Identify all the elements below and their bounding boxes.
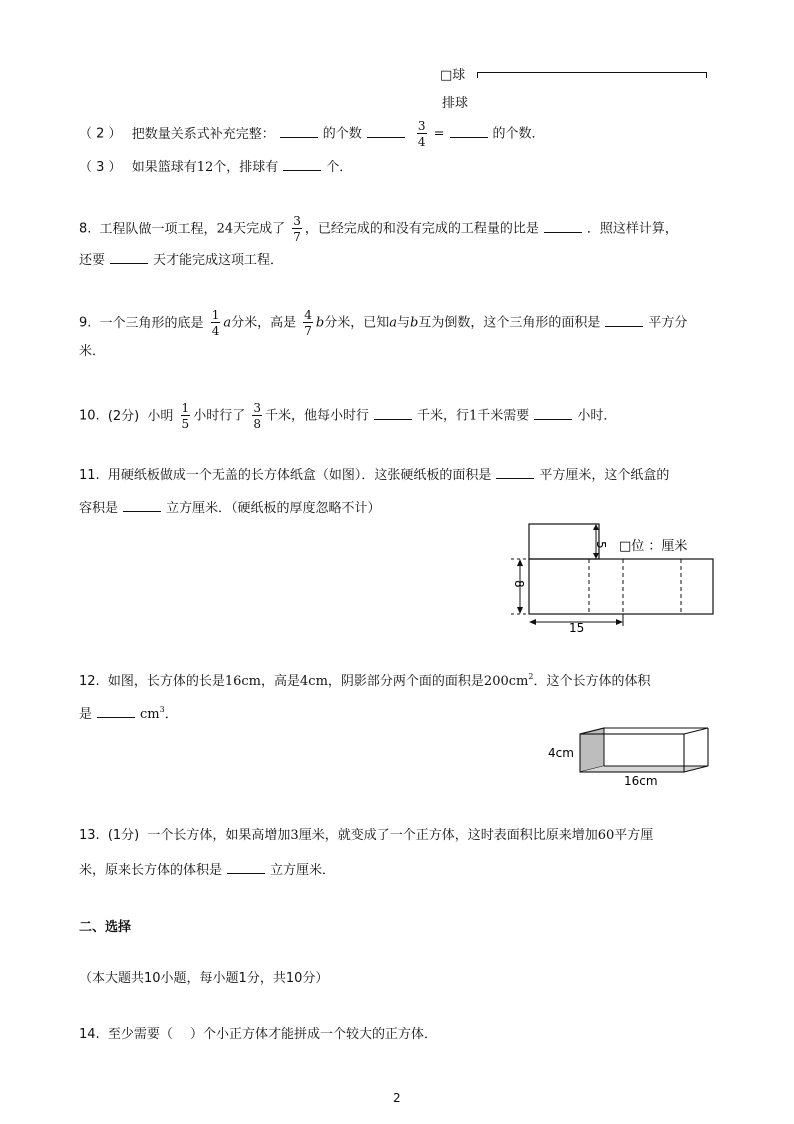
q7-p3-end: 个． [326, 160, 353, 175]
q14-text: 至少需要（ ）个小正方体才能拼成一个较大的正方体． [107, 1027, 437, 1042]
q11-line1: 11. 用硬纸板做成一个无盖的长方体纸盒（如图）．这张硬纸板的面积是 平方厘米，这个纸盒的 [79, 464, 669, 486]
dim-5-label: 5 [594, 541, 608, 549]
q7-p3-value: 12 [196, 160, 214, 175]
answer-blank[interactable] [367, 123, 405, 138]
answer-blank[interactable] [496, 464, 534, 479]
section-title: 二、选择 [79, 920, 132, 935]
q12-number: 12. [79, 674, 100, 689]
q12-text2: 是 [79, 707, 93, 722]
fraction: $\frac{1}{4}$ [211, 308, 220, 338]
answer-blank[interactable] [280, 123, 318, 138]
q7-p2-end: 的个数． [492, 126, 545, 142]
net-main-strip [529, 559, 713, 614]
q11-text2: 容积是 [79, 501, 119, 516]
legend-label-1: □球 [440, 68, 466, 83]
q7-part2 [79, 120, 545, 148]
q13-text2: 米，原来长方体的体积是 [79, 863, 223, 878]
q11-net-figure [505, 518, 725, 638]
answer-blank[interactable] [110, 249, 148, 264]
q8-text2: 还要 [79, 253, 106, 268]
answer-blank[interactable] [97, 703, 135, 718]
fraction: $\frac{1}{5}$ [181, 401, 190, 431]
answer-blank[interactable] [544, 218, 582, 233]
q10-line: 10. (2分) 小明 $\frac{1}{5}$ 小时行了 $\frac{3}{8}$ 千米，他每小时行 千米，行1千米需要 小时． [79, 401, 617, 431]
answer-blank[interactable] [227, 859, 265, 874]
q9-line1: 9. 一个三角形的底是 $\frac{1}{4}$ a分米，高是 $\frac{4}{7}$ b分米，已知a与b互为倒数，这个三角形的面积是 平方分 [79, 308, 688, 338]
q12-cuboid-figure [540, 722, 720, 792]
q12-line2: 是 $cm^3$． [79, 705, 178, 722]
q8-text: 工程队做一项工程， [99, 221, 217, 237]
fraction: $\frac{3}{8}$ [253, 401, 261, 431]
q8-number: 8. [79, 221, 92, 237]
height-label: 4cm [548, 746, 574, 760]
q12-line1: 12. 如图，长方体的长是16cm，高是4cm，阴影部分两个面的面积是$200cm^2$．这个长方体的体积 [79, 672, 651, 689]
page-number: 2 [393, 1091, 401, 1105]
answer-blank[interactable] [283, 156, 321, 171]
q11-text: 用硬纸板做成一个无盖的长方体纸盒（如图）．这张硬纸板的面积是 [107, 468, 492, 483]
section-description: （本大题共10小题，每小题1分，共10分） [79, 971, 329, 986]
q9-number: 9. [79, 315, 92, 331]
q9-line2 [79, 342, 105, 362]
q7-part3 [79, 156, 352, 178]
fraction: $\frac{4}{7}$ [304, 308, 312, 338]
q12-text: 如图，长方体的长是 [107, 674, 225, 689]
answer-blank[interactable] [450, 123, 488, 138]
q11-number: 11. [79, 468, 100, 483]
shaded-face-left [580, 728, 604, 772]
q13-line1: 13. (1分) 一个长方体，如果高增加3厘米，就变成了一个正方体，这时表面积比原来增加60平方厘 [79, 828, 654, 843]
q9-text2: 米． [79, 344, 106, 359]
q14-number: 14. [79, 1027, 100, 1042]
net-top-flap [529, 524, 599, 559]
answer-blank[interactable] [123, 497, 161, 512]
q10-score: (2分) [107, 408, 140, 424]
dim-15-label: 15 [569, 621, 585, 635]
unit-label: □位 ：厘米 [619, 539, 688, 554]
answer-blank[interactable] [374, 405, 412, 420]
q7-p2-number: （ 2 ） [79, 126, 122, 142]
q13-score: (1分) [107, 828, 140, 843]
q7-p2-text: 把数量关系式补充完整： [131, 126, 275, 142]
q7-p3-text2: 个，排球有 [213, 160, 279, 175]
q13-line2: 米，原来长方体的体积是 立方厘米． [79, 859, 335, 881]
q13-text: 一个长方体，如果高增加 [147, 828, 291, 843]
q8-line2: 还要 天才能完成这项工程． [79, 249, 283, 271]
fraction: $\frac{3}{4}$ [417, 119, 426, 149]
answer-blank[interactable] [534, 405, 572, 420]
answer-blank[interactable] [605, 312, 643, 327]
q14-line [79, 1025, 437, 1045]
legend-label-2: 排球 [442, 96, 469, 111]
equals-sign: = [433, 126, 445, 142]
q8-line1: 8. 工程队做一项工程，24天完成了 $\frac{3}{7}$ ，已经完成的和没有完成的工程量的比是 ．照这样计算， [79, 214, 678, 244]
legend-bar [477, 72, 707, 78]
fraction: $\frac{3}{7}$ [293, 214, 301, 244]
dim-8-label: 8 [512, 580, 526, 588]
q13-number: 13. [79, 828, 100, 843]
legend-basketball [440, 64, 465, 83]
q9-text: 一个三角形的底是 [99, 315, 204, 331]
legend-volleyball [442, 92, 468, 111]
q11-line2: 容积是 立方厘米．（硬纸板的厚度忽略不计） [79, 497, 381, 519]
q7-p3-text: 如果篮球有 [131, 160, 197, 175]
q10-text: 小明 [147, 408, 174, 424]
length-label: 16cm [624, 774, 658, 788]
q7-p3-number: （ 3 ） [79, 160, 122, 175]
q7-p2-mid: 的个数 [322, 126, 362, 142]
q10-number: 10. [79, 408, 100, 424]
